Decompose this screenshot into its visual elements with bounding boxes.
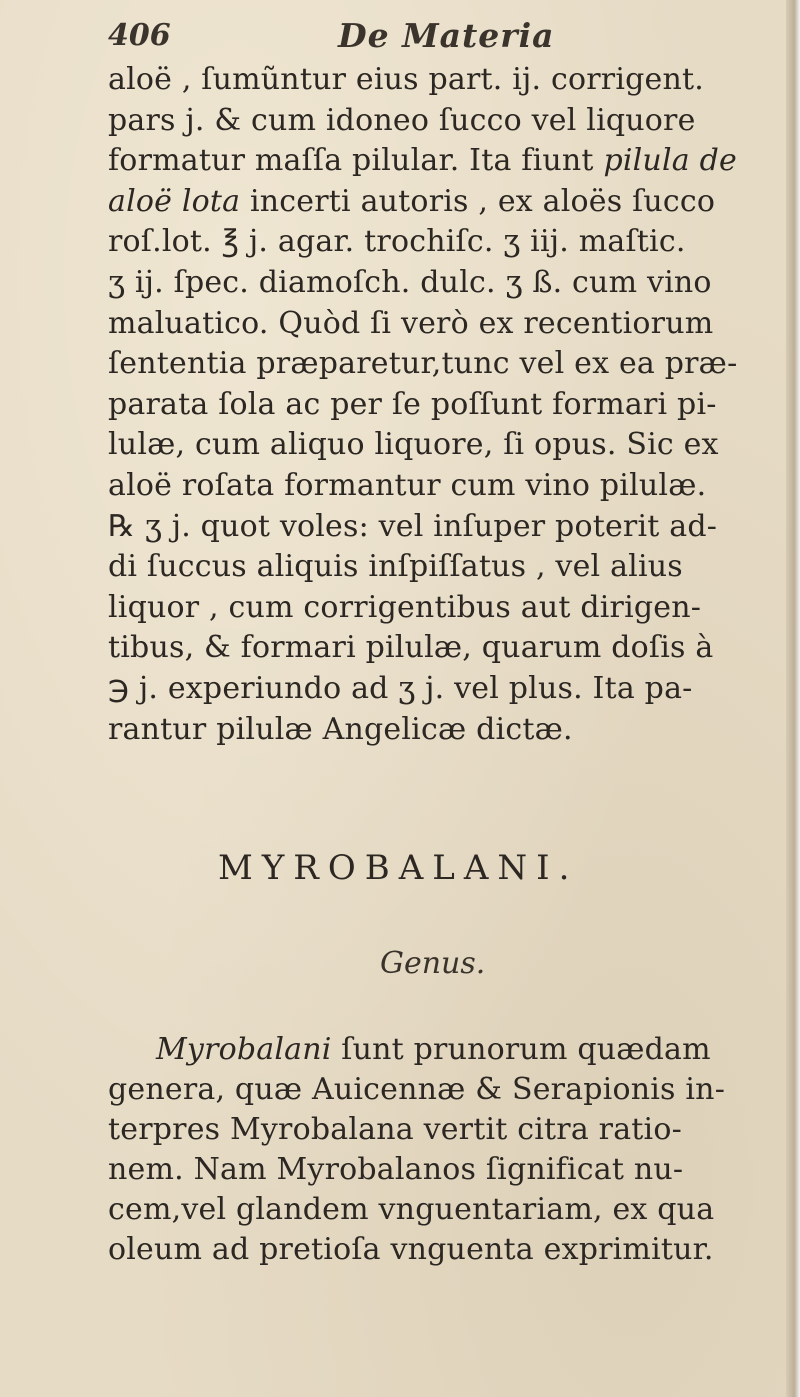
text-line: genera, quæ Auicennæ & Serapionis in- [108, 1072, 726, 1107]
text-line: tibus, & formari pilulæ, quarum doſis à [108, 630, 714, 666]
italic-term: pilula de [603, 143, 737, 179]
text-line: aloë , ſumũntur eius part. ij. corrigent. [108, 62, 705, 97]
running-head [108, 10, 748, 66]
text-line: aloë lota incerti autoris , ex aloës ſucco [108, 183, 716, 219]
italic-term: Myrobalani [156, 1032, 332, 1067]
page-edge [786, 0, 800, 1397]
text-line: cem,vel glandem vnguentariam, ex qua [108, 1192, 715, 1227]
text-line: formatur maſſa pilular. Ita fiunt pilula de [108, 143, 737, 179]
text-line: ℈ j. experiundo ad ʒ j. vel plus. Ita pa- [108, 670, 693, 706]
text-line: roſ.lot. ℥ j. agar. trochiſc. ʒ iij. maſtic. [108, 224, 686, 260]
text-line: liquor , cum corrigentibus aut dirigen- [108, 589, 702, 625]
text-line: maluatico. Quòd ſi verò ex recentiorum [108, 305, 714, 341]
text-line: ℞ ʒ j. quot voles: vel inſuper poterit ad- [108, 508, 718, 544]
text-line: terpres Myrobalana vertit citra ratio- [108, 1112, 682, 1147]
text-line: di ſuccus aliquis inſpiſſatus , vel alius [108, 549, 683, 585]
subheading: Genus. [380, 946, 486, 981]
text-line: lulæ, cum aliquo liquore, ſi opus. Sic ex [108, 427, 719, 463]
text-line: ʒ ij. ſpec. diamoſch. dulc. ʒ ß. cum vino [108, 264, 712, 300]
text-line: oleum ad pretioſa vnguenta exprimitur. [108, 1232, 714, 1267]
text-line: pars j. & cum idoneo ſucco vel liquore [108, 102, 696, 138]
text-line: nem. Nam Myrobalanos ſignificat nu- [108, 1152, 684, 1187]
section-heading: MYROBALANI. [218, 848, 579, 888]
running-head-title: De Materia [338, 16, 555, 55]
text-line: aloë roſata formantur cum vino pilulæ. [108, 467, 707, 503]
page-number: 406 [108, 18, 171, 53]
paragraph-aloe-pills [108, 60, 788, 750]
italic-term: aloë lota [108, 183, 241, 219]
paragraph-myrobalani [108, 1030, 788, 1270]
text-line: ſententia præparetur,tunc vel ex ea præ- [108, 346, 738, 382]
text-line: Myrobalani ſunt prunorum quædam [156, 1032, 711, 1067]
text-line: parata ſola ac per ſe poſſunt formari pi- [108, 386, 717, 422]
text-line: rantur pilulæ Angelicæ dictæ. [108, 711, 573, 747]
